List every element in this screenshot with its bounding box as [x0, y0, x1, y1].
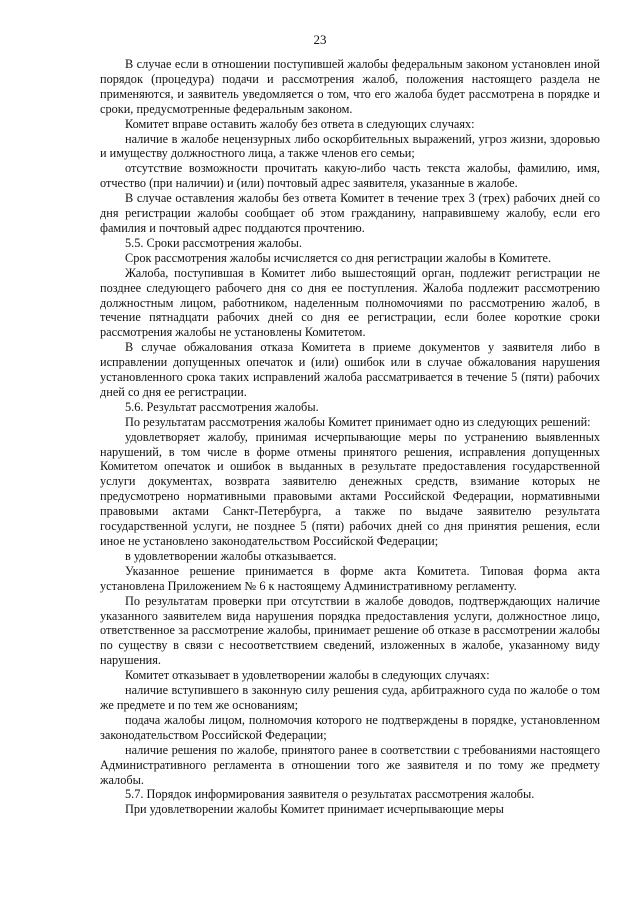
list-item: подача жалобы лицом, полномочия которого не подтверждены в порядке, установленном законодательством Российской Федерации; — [100, 712, 600, 742]
paragraph: Комитет вправе оставить жалобу без ответа в следующих случаях: — [125, 116, 475, 131]
paragraph: По результатам проверки при отсутствии в жалобе доводов, подтверждающих наличие указанного заявителем вида нарушения порядка предоставления услуги, должностное лицо, ответственное за рассмотрение жалобы, принимает решение об отказе в рассмотрении жалобы по существу в связи с несоответствием сведений, изложенных в жалобе, указанному виду нарушения. — [100, 593, 600, 668]
paragraph: В случае оставления жалобы без ответа Комитет в течение трех 3 (трех) рабочих дней со дня регистрации жалобы сообщает об этом гражданину, направившему жалобу, если его фамилия и почтовый адрес поддаются прочтению. — [100, 191, 600, 235]
paragraph: В случае обжалования отказа Комитета в приеме документов у заявителя либо в исправлении допущенных опечаток и (или) ошибок или в случае обжалования нарушения установленного срока таких исправлений жалоба рассматривается в течение 5 (пяти) рабочих дней со дня ее регистрации. — [100, 340, 600, 399]
list-item: отсутствие возможности прочитать какую-либо часть текста жалобы, фамилию, имя, отчество (при наличии) и (или) почтовый адрес заявителя, указанные в жалобе. — [100, 161, 600, 191]
section-heading: 5.6. Результат рассмотрения жалобы. — [125, 399, 319, 414]
list-item: удовлетворяет жалобу, принимая исчерпывающие меры по устранению выявленных нарушений, в том числе в форме отмены принятого решения, исправления допущенных Комитетом опечаток и ошибок в выданных в результате предоставления государственной услуги документах, возврата заявителю денежных средств, взимание которых не предусмотрено нормативными правовыми актами Российской Федерации, нормативными правовыми актами Санкт-Петербурга, а также по выдаче заявителю результата государственной услуги, не позднее 5 (пяти) рабочих дней со дня принятия решения, если иное не установлено законодательством Российской Федерации; — [100, 429, 600, 548]
section-heading: 5.5. Сроки рассмотрения жалобы. — [125, 235, 302, 250]
list-item: наличие решения по жалобе, принятого ранее в соответствии с требованиями настоящего Административного регламента в отношении того же заявителя и по тому же предмету жалобы. — [100, 742, 600, 787]
page-number: 23 — [313, 32, 327, 47]
paragraph: При удовлетворении жалобы Комитет принимает исчерпывающие меры — [125, 802, 504, 817]
paragraph: Срок рассмотрения жалобы исчисляется со дня регистрации жалобы в Комитете. — [125, 250, 552, 265]
paragraph: Жалоба, поступившая в Комитет либо вышестоящий орган, подлежит регистрации не позднее следующего рабочего дня со дня ее поступления. Жалоба подлежит рассмотрению должностным лицом, работником, наделенным полномочиями по рассмотрению жалоб, в течение пятнадцати рабочих дней со дня ее регистрации, если более короткие сроки рассмотрения жалобы не установлены Комитетом. — [100, 265, 600, 340]
list-item: в удовлетворении жалобы отказывается. — [125, 548, 337, 563]
list-item: наличие вступившего в законную силу решения суда, арбитражного суда по жалобе о том же предмете и по тем же основаниям; — [100, 683, 600, 712]
paragraph: Комитет отказывает в удовлетворении жалобы в следующих случаях: — [125, 668, 490, 683]
document-body — [100, 57, 600, 817]
list-item: наличие в жалобе нецензурных либо оскорбительных выражений, угроз жизни, здоровью и имуществу должностного лица, а также членов его семьи; — [100, 131, 600, 161]
section-heading: 5.7. Порядок информирования заявителя о результатах рассмотрения жалобы. — [125, 787, 535, 802]
paragraph: Указанное решение принимается в форме акта Комитета. Типовая форма акта установлена Приложением № 6 к настоящему Административному регламенту. — [100, 563, 600, 593]
paragraph: В случае если в отношении поступившей жалобы федеральным законом установлен иной порядок (процедура) подачи и рассмотрения жалоб, положения настоящего раздела не применяются, и заявитель уведомляется о том, что его жалоба будет рассмотрена в порядке и сроки, предусмотренные федеральным законом. — [100, 57, 600, 116]
paragraph: По результатам рассмотрения жалобы Комитет принимает одно из следующих решений: — [125, 414, 591, 429]
